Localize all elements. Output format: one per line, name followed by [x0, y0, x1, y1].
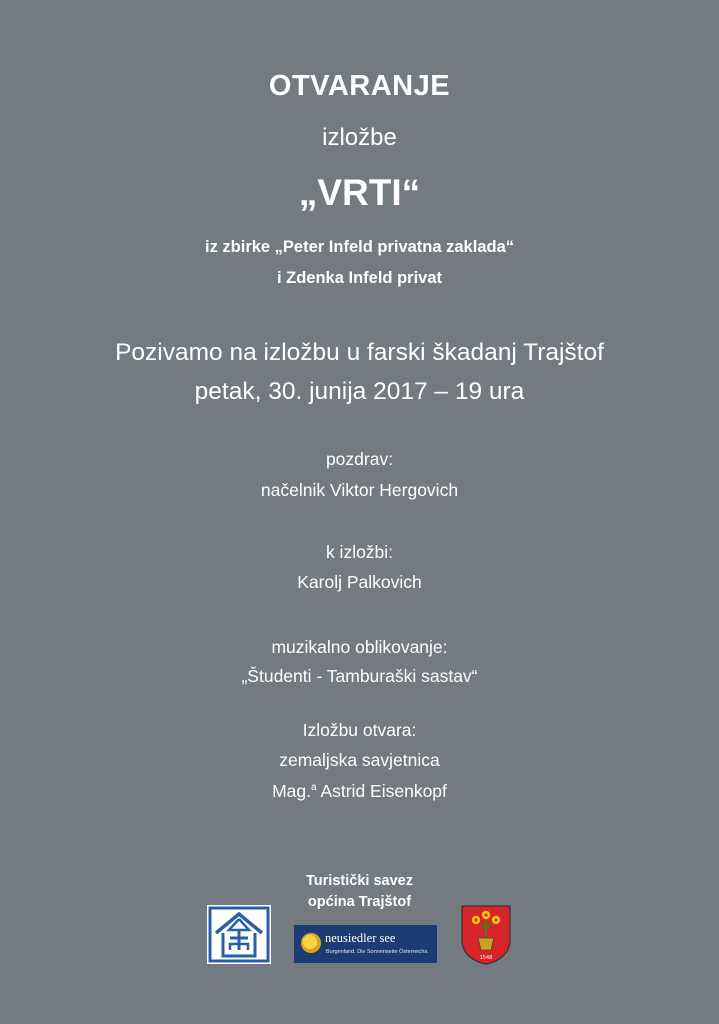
municipal-crest-icon	[460, 904, 512, 965]
tourism-association-line-1: Turistički savez	[306, 873, 413, 889]
house-icon	[208, 906, 270, 963]
event-subtitle: izložbe	[322, 124, 397, 151]
invitation-venue: Pozivamo na izložbu u farski škadanj Trajštof	[115, 339, 604, 366]
collection-line-1: iz zbirke „Peter Infeld privatna zaklada“	[204, 238, 515, 256]
neusiedler-name: neusiedler see	[325, 931, 396, 945]
music-label: muzikalno oblikovanje:	[271, 637, 448, 657]
neusiedler-see-logo	[294, 925, 437, 963]
intro-label: k izložbi:	[325, 542, 394, 562]
opening-role: zemaljska savjetnica	[279, 750, 440, 770]
music-group: „Študenti - Tamburaški sastav“	[241, 666, 478, 686]
opening-name: Astrid Eisenkopf	[316, 781, 447, 801]
sun-icon	[301, 933, 321, 953]
opening-label: Izložbu otvara:	[302, 720, 417, 740]
opening-title: Mag.	[272, 781, 311, 801]
house-logo	[207, 905, 271, 964]
opening-person	[0, 781, 719, 802]
exhibition-name: „VRTI“	[298, 172, 421, 213]
collection-line-2: i Zdenka Infeld privat	[276, 269, 443, 287]
crest-year: 1548	[479, 955, 493, 961]
intro-person: Karolj Palkovich	[297, 572, 422, 592]
opening-title-sup: a	[310, 782, 317, 794]
invitation-date: petak, 30. junija 2017 – 19 ura	[194, 378, 525, 405]
neusiedler-tagline: Burgenland. Die Sonnenseite Österreichs.	[326, 949, 429, 955]
greeting-label: pozdrav:	[325, 449, 394, 469]
greeting-person: načelnik Viktor Hergovich	[260, 480, 459, 500]
event-title: OTVARANJE	[268, 70, 451, 102]
tourism-association-line-2: općina Trajštof	[307, 894, 412, 910]
